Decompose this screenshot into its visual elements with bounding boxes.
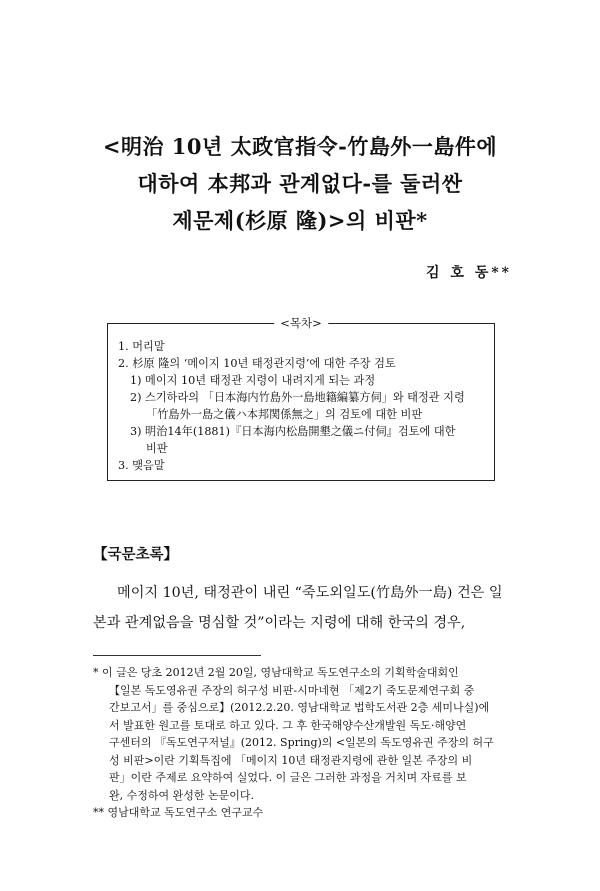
paper-title [60,128,540,239]
toc-item: 3. 맺음말 [118,459,165,472]
footnote-line: 간보고서」를 중심으로】(2012.2.20. 영남대학교 법학도서관 2층 세미나실)에 [109,701,490,714]
abstract-heading: 【국문초록】 [93,546,179,563]
toc-list [118,338,486,474]
toc-item: 비판 [146,442,168,455]
footnote-line: 구센터의 『독도연구저널』(2012. Spring)의 <일본의 독도영유권 주장의 허구 [109,736,494,749]
footnote-line: 성 비판>이란 기획특집에 「메이지 10년 태정관지령에 관한 일본 주장의 비 [109,753,473,767]
toc-item: 「竹島外一島之儀ハ本邦関係無之」의 검토에 대한 비판 [146,408,423,421]
author-name: 김 호 동** [426,265,512,281]
toc-heading: <목차> [274,315,328,331]
footnote-line: * 이 글은 당초 2012년 2월 20일, 영남대학교 독도연구소의 기획학술대회인 [93,666,459,679]
table-of-contents [107,316,495,481]
footnote-line: 판」이란 주제로 요약하여 실었다. 이 글은 그러한 과정을 거치며 자료를 보 [109,771,467,784]
abstract-body [93,578,509,638]
footnote-line: 서 발표한 원고를 토대로 하고 있다. 그 후 한국해양수산개발원 독도·해양연 [109,718,467,732]
abstract-line: 메이지 10년, 태정관이 내린 “죽도외일도(竹島外一島) 건은 일 [117,585,503,601]
footnote-line: ** 영남대학교 독도연구소 연구교수 [93,806,264,819]
title-line-3: 제문제(杉原 隆)>의 비판* [172,208,428,233]
footnotes [93,664,513,822]
title-line-2: 대하여 本邦과 관계없다-를 둘러싼 [137,171,463,196]
toc-item: 1) 메이지 10년 태정관 지령이 내려지게 되는 과정 [130,374,376,387]
toc-item: 3) 明治14年(1881)『日本海内松島開墾之儀ニ付伺』검토에 대한 [130,425,456,438]
abstract-line: 본과 관계없음을 명심할 것”이라는 지령에 대해 한국의 경우, [93,615,466,631]
footnote-line: 완, 수정하여 완성한 논문이다. [109,788,254,802]
title-line-1: <明治 10년 太政官指令-竹島外一島件에 [102,134,498,159]
toc-item: 2. 杉原 隆의 ‘메이지 10년 태정관지령’에 대한 주장 검토 [118,357,396,370]
toc-item: 2) 스기하라의 「日本海内竹島外一島地籍編纂方伺」와 태정관 지령 [130,391,465,404]
toc-item: 1. 머리말 [118,340,165,353]
footnote-line: 【일본 독도영유권 주장의 허구성 비판-시마네현 「제2기 죽도문제연구회 중 [109,683,475,697]
footnote-divider [93,655,261,656]
